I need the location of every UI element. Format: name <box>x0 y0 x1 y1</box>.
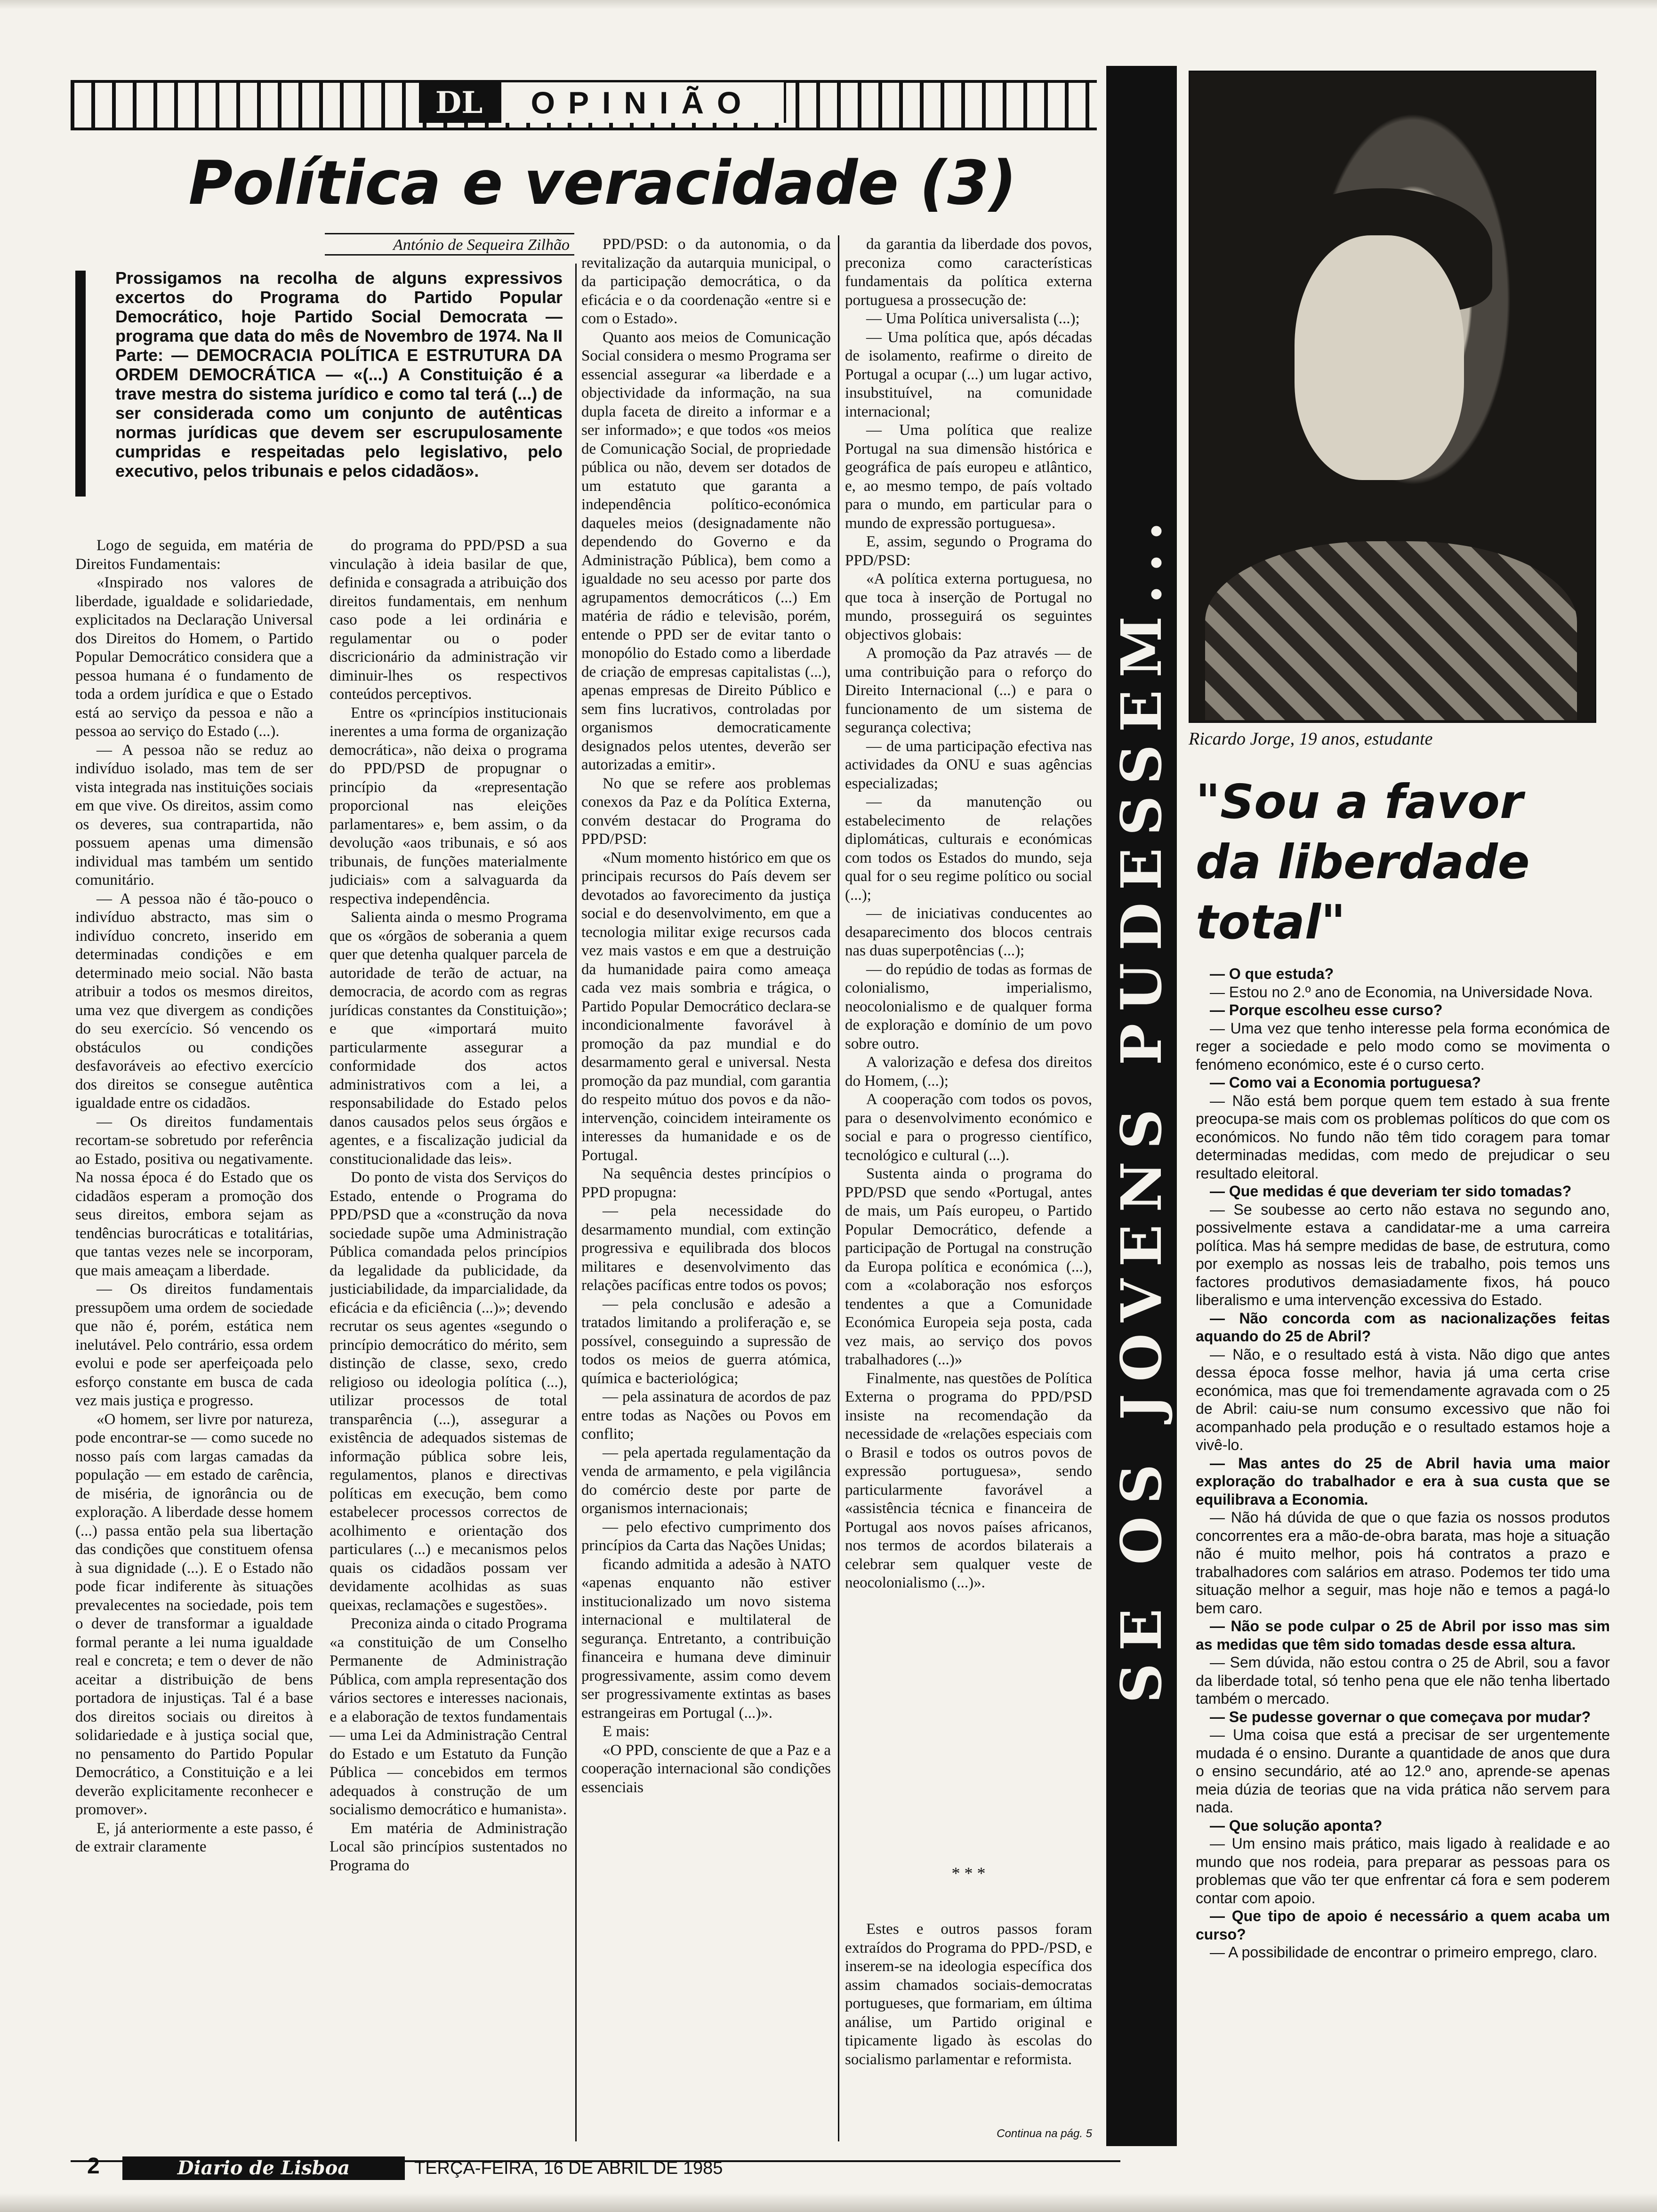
article-paragraph: E, já anteriormente a este passo, é de extrair claramente <box>75 1819 313 1855</box>
page-edge-bottom <box>0 2193 1657 2212</box>
interview-answer: — Um ensino mais prático, mais ligado à realidade e ao mundo que nos rodeia, para preparar as pessoas para os problemas que vão ter que enfrentar cá fora e sem poderem contar com apoio. <box>1196 1835 1610 1907</box>
article-paragraph: Preconiza ainda o citado Programa «a constituição de um Conselho Permanente de Administração Pública, com ampla representação dos vários sectores e interesses nacionais, e a elaboração de textos fundamentais — uma Lei da Administração Central do Estado e um Estatuto da Função Pública — concebidos em termos adequados à construção de um socialismo democrático e humanista». <box>330 1615 567 1818</box>
article-paragraph: da garantia da liberdade dos povos, preconiza como características fundamentais da política externa portuguesa a prossecução de: <box>845 236 1092 309</box>
portrait-face <box>1295 235 1464 480</box>
article-paragraph: «A política externa portuguesa, no que toca à inserção de Portugal no mundo, prosseguirá os seguintes objectivos globais: <box>845 570 1092 643</box>
article-paragraph: A valorização e defesa dos direitos do Homem, (...); <box>845 1054 1092 1090</box>
interview-question: — Como vai a Economia portuguesa? <box>1210 1074 1481 1091</box>
interview-question: — Mas antes do 25 de Abril havia uma maior exploração do trabalhador e era à sua custa que se equilibrava a Economia. <box>1196 1454 1610 1508</box>
interview-answer: — Uma vez que tenho interesse pela forma económica de reger a sociedade e pelo modo como se movimenta o fenómeno económico, este é o curso certo. <box>1196 1019 1610 1073</box>
article-paragraph: «Inspirado nos valores de liberdade, igualdade e solidariedade, explicitados na Declaração Universal dos Direitos do Homem, o Partido Popular Democrático considera que a pessoa humana é o fundamento de toda a ordem jurídica e que o Estado está ao serviço da pessoa e não a pessoa ao serviço do Estado (...). <box>75 574 313 740</box>
article-paragraph: — Os direitos fundamentais pressupõem uma ordem de sociedade que não é, porém, estática nem inelutável. Pelo contrário, essa ordem evolui e pode ser aperfeiçoada pelo esforço constante em busca de cada vez mais justiça e progresso. <box>75 1281 313 1409</box>
interview-answer: — Estou no 2.º ano de Economia, na Universidade Nova. <box>1210 983 1593 1001</box>
article-author: António de Sequeira Zilhão <box>325 233 574 256</box>
article-paragraph: — Uma política que realize Portugal na sua dimensão histórica e geográfica de país europeu e atlântico, e, ao mesmo tempo, de país voltado para o mundo, em particular para o mundo de expressão portuguesa». <box>845 422 1092 532</box>
photo-caption: Ricardo Jorge, 19 anos, estudante <box>1189 729 1433 749</box>
article-paragraph: — de uma participação efectiva nas actividades da ONU e suas agências especializadas; <box>845 737 1092 792</box>
article-paragraph: E mais: <box>603 1723 650 1740</box>
article-paragraph: Salienta ainda o mesmo Programa que os «órgãos de soberania a quem quer que detenha qualquer parcela de autoridade de terão de actuar, na democracia, de acordo com as regras jurídicas constantes da Constituição»; e que «importará muito particularmente assegurar a conformidade dos actos administrativos com a lei, a responsabilidade do Estado pelos danos causados pelos seus órgãos e agentes, e a fiscalização judicial da constitucionalidade das leis». <box>330 909 567 1168</box>
article-paragraph: — pela apertada regulamentação da venda de armamento, e pela vigilância do comércio deste por parte de organismos internacionais; <box>581 1444 831 1517</box>
article-paragraph: Sustenta ainda o programa do PPD/PSD que sendo «Portugal, antes de mais, um País europeu, o Partido Popular Democrático, defende a participação de Portugal na construção da Europa política e económica (...), com a «colaboração nos esforços tendentes a que a Comunidade Económica Europeia seja posta, cada vez mais, ao serviço dos povos trabalhadores (...)» <box>845 1165 1092 1368</box>
article-paragraph: — pelo efectivo cumprimento dos princípios da Carta das Nações Unidas; <box>581 1518 831 1554</box>
article-paragraph: «O homem, ser livre por natureza, pode encontrar-se — como sucede no nosso país com largas camadas da população — em estado de carência, de miséria, de ignorância ou de exploração. A liberdade desse homem (...) passa então pela sua libertação das condições que constituem ofensa à sua dignidade (...). E o Estado não pode ficar indiferente às situações prevalecentes na sociedade, pois tem o dever de transformar a igualdade formal perante a lei numa igualdade real e concreta; e tem o dever de não aceitar a distribuição de bens portadora de injustiças. Tal é a base dos direitos sociais ou direitos à solidariedade e à justiça social que, no pensamento do Partido Popular Democrático, a Constituição e a lei deverão explicitamente reconhecer e promover». <box>75 1411 313 1818</box>
article-paragraph: — da manutenção ou estabelecimento de relações diplomáticas, culturais e económicas com todos os Estados do mundo, seja qual for o seu regime político ou social (...); <box>845 793 1092 904</box>
newspaper-logo: DL <box>419 82 499 123</box>
interview-answer: — Se soubesse ao certo não estava no segundo ano, possivelmente estava a candidatar-me a uma carreira política. Mas há sempre medidas de base, de estrutura, como por exemplo as nossas leis de trabalho, pois temos uns factores produtivos demasiadamente fixos, há pouco liberalismo e uma intervenção excessiva do Estado. <box>1196 1201 1610 1308</box>
interview-question: — Que medidas é que deveriam ter sido tomadas? <box>1210 1183 1572 1200</box>
interview-body <box>1196 965 1610 2151</box>
intro-accent-bar <box>75 271 86 497</box>
page-number: 2 <box>87 2154 100 2179</box>
article-paragraph: — Uma política que, após décadas de isolamento, reafirme o direito de Portugal a ocupar (...) um lugar activo, insubstituível, na comunidade internacional; <box>845 329 1092 420</box>
article-paragraph: «O PPD, consciente de que a Paz e a cooperação internacional são condições essenciais <box>581 1741 831 1796</box>
column-rule <box>575 264 577 2141</box>
article-paragraph: — pela necessidade do desarmamento mundial, com extinção progressiva e equilibrada dos blocos militares e desenvolvimento das relações pacíficas entre todos os povos; <box>581 1202 831 1294</box>
article-paragraph: — A pessoa não se reduz ao indivíduo isolado, mas tem de ser vista integrada nas instituições sociais em que vive. Os direitos, assim como os deveres, sua contrapartida, não possuem apenas uma dimensão individual mas também um sentido comunitário. <box>75 741 313 889</box>
article-paragraph: Logo de seguida, em matéria de Direitos Fundamentais: <box>75 537 313 573</box>
article-paragraph: Finalmente, nas questões de Política Externa o programa do PPD/PSD insiste na recomendação da necessidade de «relações especiais com o Brasil e todos os outros povos de expressão portuguesa», sendo particularmente favorável a «assistência técnica e financeira de Portugal aos novos países africanos, nos termos de acordos bilaterais a celebrar sem qualquer veste de neocolonialismo (...)». <box>845 1370 1092 1591</box>
interview-question: — Não se pode culpar o 25 de Abril por isso mas sim as medidas que têm sido tomadas desde essa altura. <box>1196 1618 1610 1653</box>
interview-question: — Que solução aponta? <box>1210 1817 1383 1834</box>
article-paragraph: — pela assinatura de acordos de paz entre todas as Nações ou Povos em conflito; <box>581 1388 831 1443</box>
interview-question: — O que estuda? <box>1210 965 1334 982</box>
article-column-2 <box>330 537 567 2141</box>
interview-answer: — Não, e o resultado está à vista. Não digo que antes dessa época fosse melhor, havia já uma certa crise económica, mas que foi tremendamente agravada com o 25 de Abril: caiu-se num consumo excessivo que não foi acompanhado pela produção e o resultado estamos hoje a vivê-lo. <box>1196 1346 1610 1453</box>
article-paragraph: A promoção da Paz através — de uma contribuição para o reforço do Direito Internacional (...) e para o funcionamento de um sistema de segurança colectiva; <box>845 645 1092 736</box>
article-paragraph: Do ponto de vista dos Serviços do Estado, entende o Programa do PPD/PSD que a «construção da nova sociedade supõe uma Administração Pública comandada pelos princípios da legalidade da publicidade, da justiciabilidade, da imparcialidade, da eficácia e da eficiência (...)»; devendo recrutar os seus agentes «segundo o princípio democrático do mérito, sem distinção de classe, sexo, credo religioso ou ideologia política (...), utilizar processos de total transparência (...), assegurar a existência de adequados sistemas de informação pública sobre leis, regulamentos, planos e directivas políticas em execução, bem como estabelecer processos correctos de acolhimento e orientação dos particulares (...) e mecanismos pelos quais os cidadãos possam ver devidamente acolhidas as suas queixas, reclamações e sugestões». <box>330 1169 567 1614</box>
interview-question: — Não concorda com as nacionalizações feitas aquando do 25 de Abril? <box>1196 1309 1610 1345</box>
article-intro: Prossigamos na recolha de alguns expressivos excertos do Programa do Partido Popular Democrático, hoje Partido Social Democrata — programa que data do mês de Novembro de 1974. Na II Parte: — DEMOCRACIA POLÍTICA E ESTRUTURA DA ORDEM DEMOCRÁTICA — «(...) A Constituição é a trave mestra do sistema jurídico e como tal terá (...) de ser considerada como um conjunto de autênticas normas jurídicas que devem ser escrupulosamente cumpridas e respeitadas pelo legislativo, pelo executivo, pelos tribunais e pelos cidadãos». <box>115 268 563 481</box>
article-column-3 <box>581 235 831 2141</box>
interview-answer: — A possibilidade de encontrar o primeiro emprego, claro. <box>1210 1944 1598 1961</box>
article-paragraph: ficando admitida a adesão à NATO «apenas enquanto não estiver institucionalizado um novo sistema internacional e multilateral de segurança. Entretanto, a contribuição financeira e humana deve diminuir progressivamente, assim como devem ser progressivamente extintas as bases estrangeiras em Portugal (...)». <box>581 1555 831 1722</box>
vertical-banner-text: SE OS JOVENS PUDESSEM... <box>1109 509 1174 1703</box>
article-paragraph: Em matéria de Administração Local são princípios sustentados no Programa do <box>330 1819 567 1874</box>
article-paragraph: Na sequência destes princípios o PPD propugna: <box>581 1165 831 1201</box>
interview-answer: — Sem dúvida, não estou contra o 25 de Abril, sou a favor da liberdade total, só tenho pena que ele não tenha libertado também o mercado. <box>1196 1654 1610 1707</box>
article-paragraph: A cooperação com todos os povos, para o desenvolvimento económico e social e para o progresso científico, tecnológico e cultural (...). <box>845 1091 1092 1164</box>
article-paragraph: No que se refere aos problemas conexos da Paz e da Política Externa, convém destacar do Programa do PPD/PSD: <box>581 775 831 848</box>
section-label: OPINIÃO <box>499 82 786 123</box>
article-closing-paragraph <box>845 1920 1092 2137</box>
article-paragraph: Entre os «princípios institucionais inerentes a uma forma de organização democrática», não deixa o programa do PPD/PSD de propugnar o princípio da «representação proporcional nas eleições parlamentares» e, bem assim, o da devolução «aos tribunais, e só aos tribunais, de funções materialmente judiciais» com a salvaguarda da respectiva independência. <box>330 704 567 907</box>
page-edge-top <box>0 0 1657 9</box>
issue-date: TERÇA-FEIRA, 16 DE ABRIL DE 1985 <box>414 2158 723 2178</box>
continued-note: Continua na pág. 5 <box>997 2127 1092 2140</box>
closing-text: Estes e outros passos foram extraídos do Programa do PPD-/PSD, e inserem-se na ideologia específica dos assim chamados sociais-democratas portugueses, que formariam, em última análise, um Partido original e tipicamente ligado às escolas do socialismo parlamentar e reformista. <box>845 1921 1092 2068</box>
article-paragraph: — de iniciativas conducentes ao desaparecimento dos blocos centrais nas duas superpotências (...); <box>845 905 1092 959</box>
interview-question: — Se pudesse governar o que começava por mudar? <box>1210 1708 1591 1725</box>
article-paragraph: do programa do PPD/PSD a sua vinculação à ideia basilar de que, definida e consagrada a atribuição dos direitos fundamentais, em nenhum caso pode a lei ordinária e regulamentar ou o poder discricionário da administração vir diminuir-lhes os respectivos conteúdos perceptivos. <box>330 537 567 703</box>
article-paragraph: PPD/PSD: o da autonomia, o da revitalização da autarquia municipal, o da participação democrática, o da eficácia e o da coordenação «entre si e com o Estado». <box>581 236 831 327</box>
interview-question: — Porque escolheu esse curso? <box>1210 1002 1443 1018</box>
interview-pull-quote: "Sou a favor da liberdade total" <box>1196 774 1530 950</box>
article-paragraph: «Num momento histórico em que os principais recursos do País devem ser devotados ao favorecimento da justiça social e do desenvolvimento, em que a tecnologia militar exige recursos cada vez mais vastos e em que a destruição da humanidade paira como ameaça cada vez mais sombria e trágica, o Partido Popular Democrático declara-se incondicionalmente favorável à promoção da paz mundial e do desarmamento geral e universal. Nesta promoção da paz mundial, com garantia do respeito mútuo dos povos e da não-intervenção, coincidem inteiramente os interesses da humanidade e os de Portugal. <box>581 849 831 1164</box>
interview-answer: — Não há dúvida de que o que fazia os nossos produtos concorrentes era a mão-de-obra barata, mas hoje a situação não é muito melhor, pois há contratos a prazo e trabalhadores com salários em atraso. Podemos ter tido uma situação melhor a seguir, mas hoje não e temos a pagá-lo bem caro. <box>1196 1509 1610 1617</box>
interview-answer: — Uma coisa que está a precisar de ser urgentemente mudada é o ensino. Durante a quantidade de anos que dura o ensino secundário, até ao 12.º ano, aprende-se apenas meia dúzia de teorias que na vida prática não servem para nada. <box>1196 1726 1610 1816</box>
article-paragraph: — Uma Política universalista (...); <box>866 310 1080 327</box>
portrait-shirt <box>1205 541 1577 720</box>
newspaper-masthead: Diario de Lisboa <box>122 2156 405 2180</box>
section-divider-stars: * * * <box>951 1864 986 1883</box>
article-paragraph: — pela conclusão e adesão a tratados limitando a proliferação e, se possível, conseguindo a supressão de todos os meios de guerra atómica, química e bacteriológica; <box>581 1295 831 1387</box>
article-paragraph: E, assim, segundo o Programa do PPD/PSD: <box>845 533 1092 569</box>
interview-answer: — Não está bem porque quem tem estado à sua frente preocupa-se mais com os problemas políticos do que com os económicos. No fundo não têm tido coragem para tomar determinadas medidas, com medo de prejudicar o seu resultado eleitoral. <box>1196 1092 1610 1182</box>
column-rule <box>838 235 839 2141</box>
article-paragraph: Quanto aos meios de Comunicação Social considera o mesmo Programa ser essencial assegurar «a liberdade e a objectividade da informação, na sua dupla faceta de direito a informar e a ser informado»; e que todos «os meios de Comunicação Social, de propriedade pública ou não, devem ser dotados de um estatuto que garanta a independência político-económica daqueles meios (designadamente não dependendo do Governo e da Administração Pública), bem como a igualdade no seu acesso por parte dos agrupamentos democráticos (...) Em matéria de rádio e televisão, porém, entende o PPD ser de evitar tanto o monopólio do Estado como a liberdade de criação de empresas capitalistas (...), apenas empresas de Direito Público e sem fins lucrativos, controladas por organismos democraticamente designados pelos utentes, deverão ser autorizadas a emitir». <box>581 329 831 773</box>
article-column-4 <box>845 235 1092 1784</box>
article-paragraph: — Os direitos fundamentais recortam-se sobretudo por referência ao Estado, positiva ou negativamente. Na nossa época é do Estado que os cidadãos esperam a promoção dos seus direitos, embora sejam as tendências burocráticas e totalitárias, que tantas vezes nele se incorporam, que mais ameaçam a liberdade. <box>75 1113 313 1279</box>
interview-question: — Que tipo de apoio é necessário a quem acaba um curso? <box>1196 1907 1610 1943</box>
article-column-1 <box>75 537 313 2141</box>
article-title: Política e veracidade (3) <box>188 148 1017 218</box>
article-paragraph: — A pessoa não é tão-pouco o indivíduo abstracto, mas sim o indivíduo concreto, inserido em determinadas condições e em determinado meio social. Não basta atribuir a todos os mesmos direitos, uma vez que divergem as condições do seu exercício. Só vencendo os obstáculos ou condições desfavoráveis ao efectivo exercício dos direitos se consegue autêntica igualdade entre os cidadãos. <box>75 890 313 1112</box>
article-paragraph: — do repúdio de todas as formas de colonialismo, imperialismo, neocolonialismo e de qualquer forma de exploração e domínio de um povo sobre outro. <box>845 961 1092 1052</box>
